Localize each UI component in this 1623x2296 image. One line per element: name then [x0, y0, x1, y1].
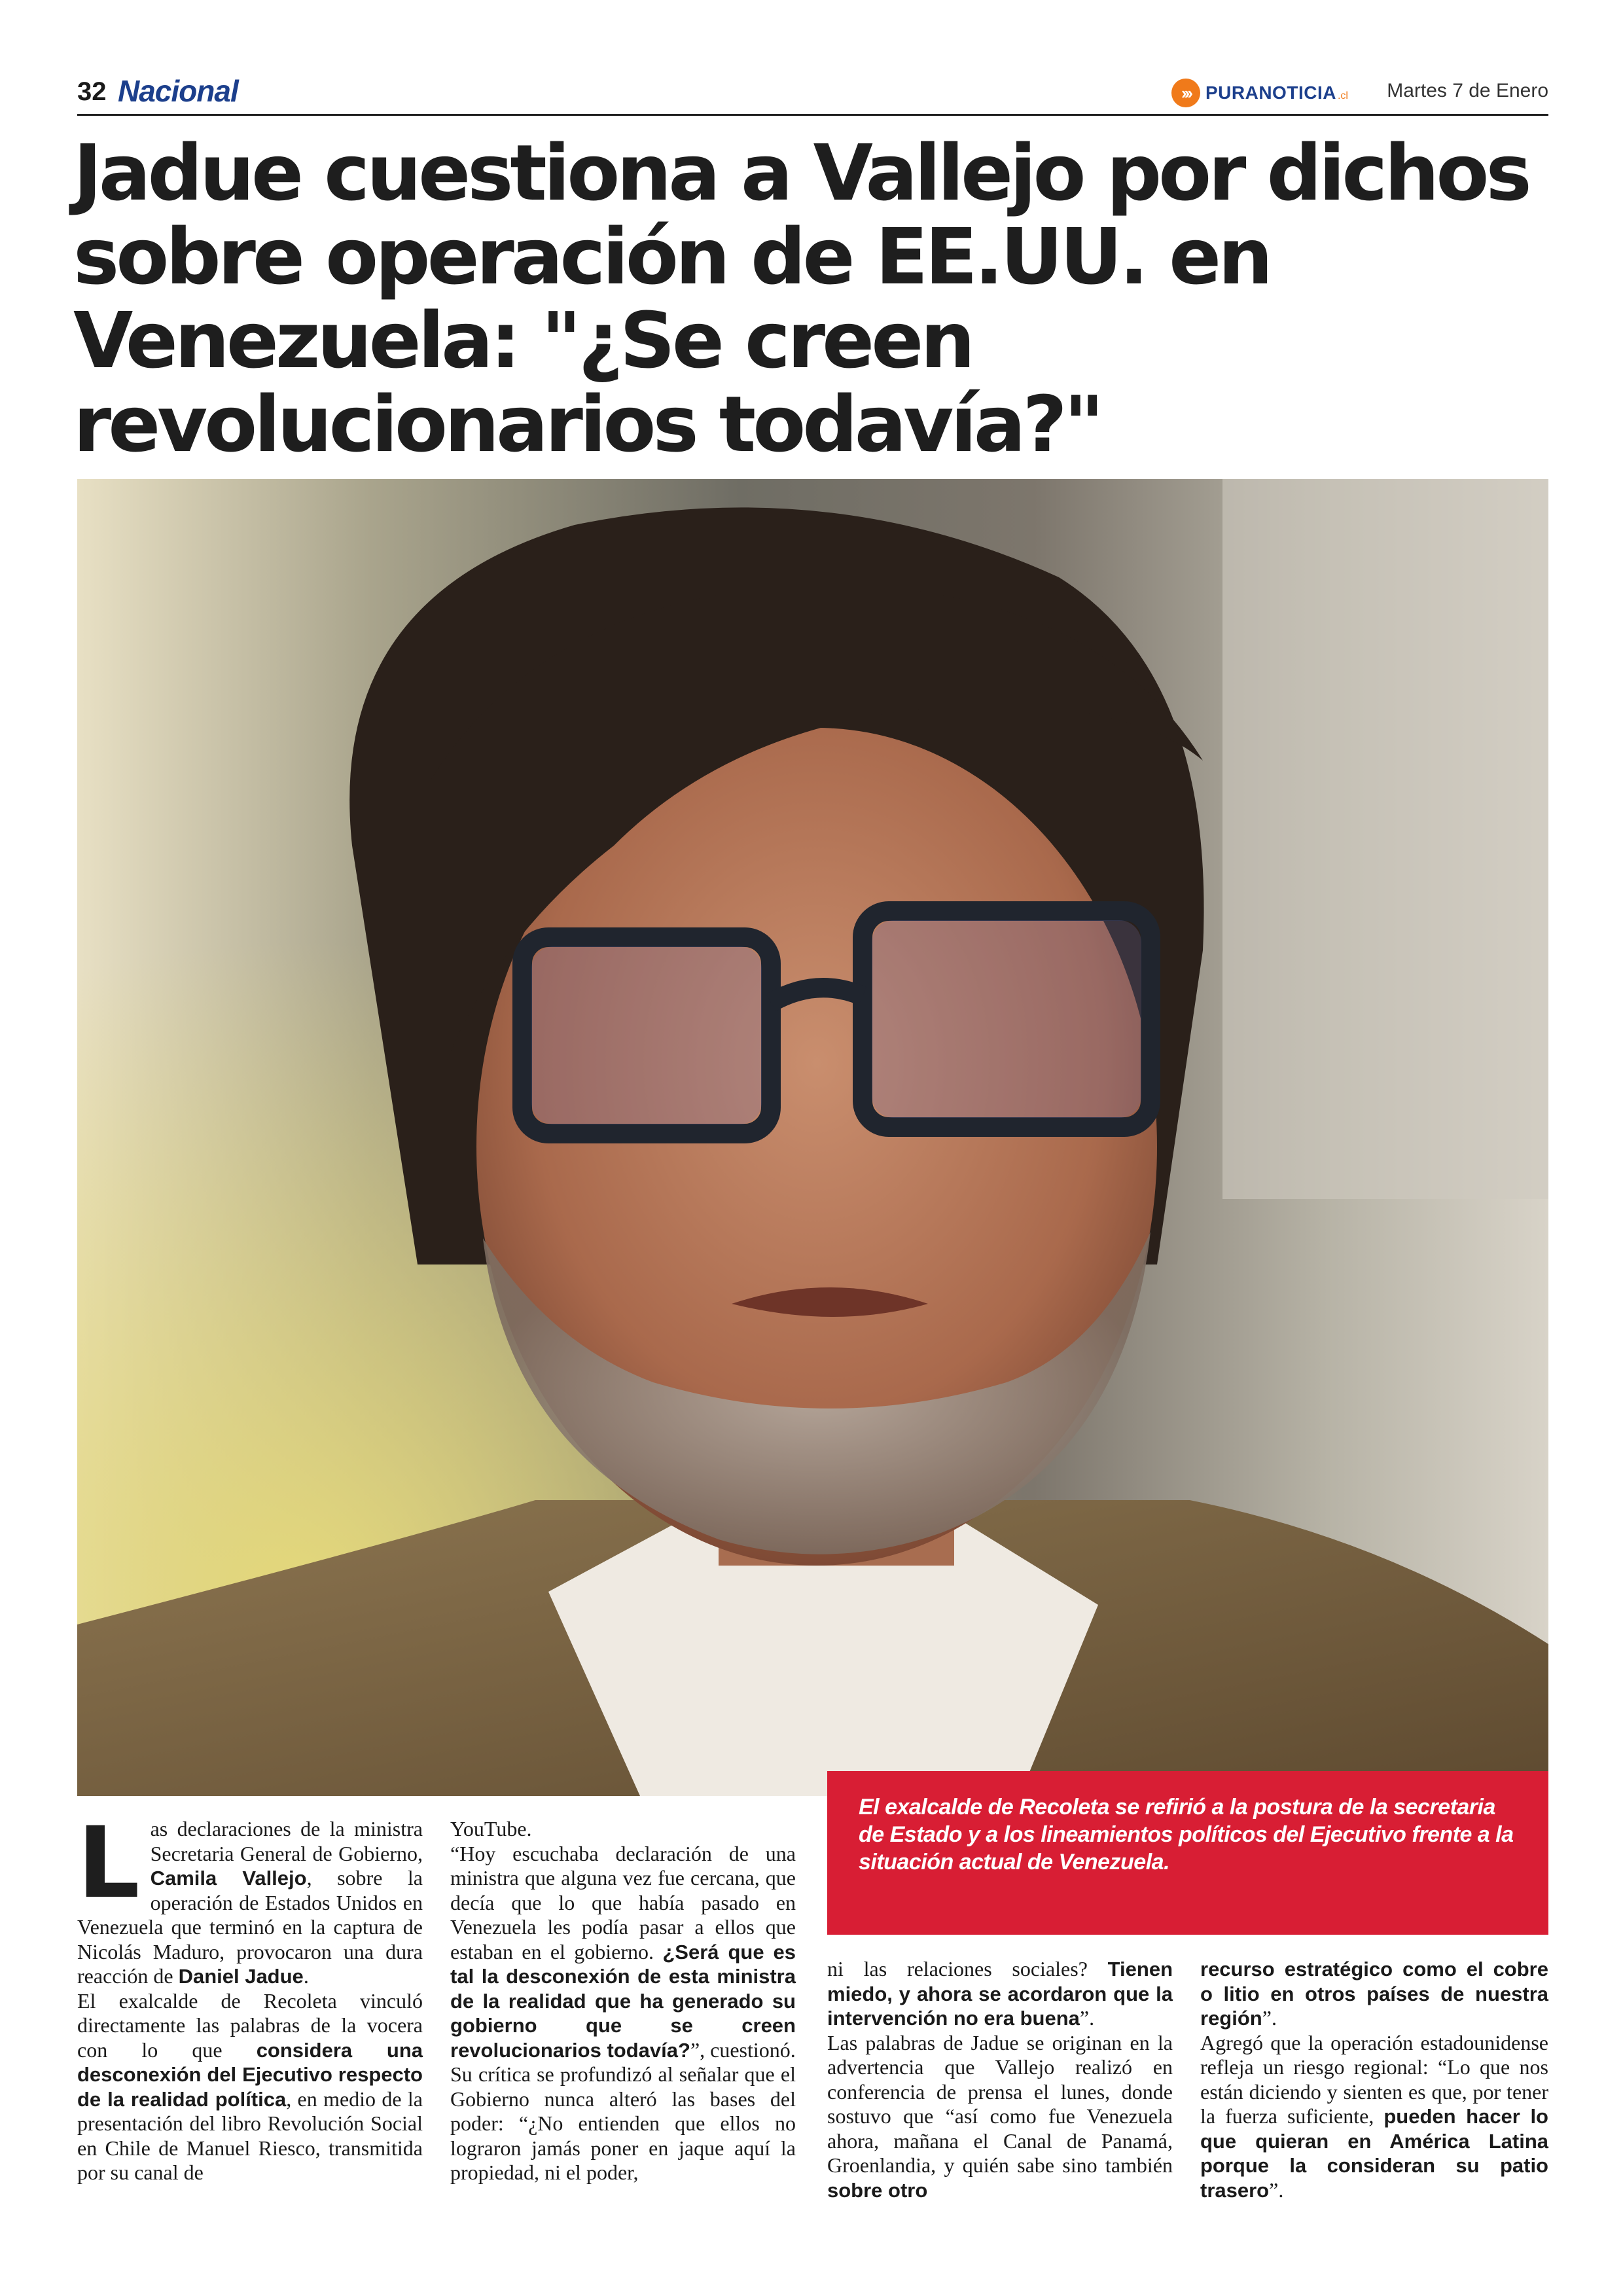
header-rule — [77, 114, 1548, 116]
text-run: as declaraciones de la ministra Secretaria General de Gobierno, — [150, 1817, 423, 1865]
text-run: “Hoy escuchaba declaración de una ministra que alguna vez fue cercana, que decía que lo que había pasado en Venezuela les podía pasar a ellos que estaban en el gobierno. — [450, 1841, 796, 1964]
article-photo — [77, 479, 1548, 1796]
paragraph — [450, 1817, 796, 1842]
text-run: YouTube. — [450, 1817, 532, 1840]
text-run: , en medio de la presentación del libro Revolución Social en Chile de Manuel Riesco, transmitida por su canal de — [77, 2087, 423, 2184]
brand-suffix: .cl — [1337, 90, 1348, 101]
bold-run: recurso estratégico como el cobre o litio en otros países de nuestra región — [1200, 1958, 1548, 2030]
text-run: Agregó que la operación estadounidense refleja un riesgo regional: “Lo que nos están diciendo y sienten es que, por tener la fuerza suficiente, — [1200, 2030, 1548, 2128]
drop-cap: L — [77, 1806, 140, 1920]
page-header — [77, 73, 1548, 115]
paragraph — [1200, 2031, 1548, 2203]
bold-run: Camila Vallejo — [150, 1867, 307, 1890]
text-run: Las palabras de Jadue se originan en la advertencia que Vallejo realizó en conferencia de prensa el lunes, donde sostuvo que “así como fue Venezuela ahora, mañana el Canal de Panamá, Groenlandia, y quién sabe sino también — [827, 2030, 1173, 2177]
text-run: ”. — [1079, 2006, 1095, 2030]
text-run: Su crítica se profundizó al señalar que el Gobierno nunca alteró las bases del poder: “¿No entienden que ellos no lograron jamás poner en jaque aquí la propiedad, ni el poder, — [450, 2062, 796, 2184]
bold-run: sobre otro — [827, 2178, 928, 2202]
text-run: . — [303, 1964, 309, 1988]
text-run: ”, cuestionó. — [690, 2037, 796, 2062]
brand-logo — [1171, 77, 1348, 109]
photo-caption: El exalcalde de Recoleta se refirió a la postura de la secretaria de Estado y a los lineamientos políticos del Ejecutivo frente a la situación actual de Venezuela. — [859, 1795, 1514, 1874]
article-column-1 — [77, 1806, 423, 2185]
paragraph — [77, 1989, 423, 2185]
section-name: Nacional — [118, 74, 238, 108]
bold-run: pueden hacer lo que quieran en América Latina porque la consideran su patio trasero — [1200, 2105, 1548, 2202]
paragraph — [450, 1842, 796, 2063]
text-run: El exalcalde de Recoleta vinculó directamente las palabras de la vocera con lo que — [77, 1988, 423, 2062]
bold-run: considera una desconexión del Ejecutivo respecto de la realidad política — [77, 2038, 423, 2111]
bold-run: Tienen miedo, y ahora se acordaron que la intervención no era buena — [827, 1958, 1173, 2030]
photo-caption-box — [827, 1771, 1548, 1935]
paragraph — [1200, 1957, 1548, 2031]
page-number: 32 — [77, 77, 107, 106]
text-run: ni las relaciones sociales? — [827, 1957, 1108, 1981]
paragraph — [827, 1957, 1173, 2031]
bold-run: Daniel Jadue — [178, 1965, 304, 1988]
text-run: ”. — [1262, 2006, 1277, 2030]
paragraph — [450, 2062, 796, 2185]
text-run: ”. — [1269, 2178, 1284, 2202]
brand-arrows-icon: ››› — [1171, 79, 1200, 107]
issue-date: Martes 7 de Enero — [1387, 80, 1548, 101]
portrait-illustration — [77, 479, 1548, 1796]
text-run: , sobre la operación de Estados Unidos en Venezuela que terminó en la captura de Nicolás Maduro, provocaron una dura reacción de — [77, 1866, 423, 1988]
paragraph — [77, 1806, 423, 1989]
paragraph — [827, 2031, 1173, 2203]
bold-run: ¿Será que es tal la desconexión de esta ministra de la realidad que ha generado su gobierno que se creen revolucionarios todavía? — [450, 1940, 796, 2062]
article-column-3 — [827, 1957, 1173, 2202]
headline: Jadue cuestiona a Vallejo por dichos sobre operación de EE.UU. en Venezuela: "¿Se creen revolucionarios todavía?" — [73, 128, 1529, 469]
brand-name: PURANOTICIA — [1205, 82, 1336, 103]
article-column-4 — [1200, 1957, 1548, 2202]
article-column-2 — [450, 1817, 796, 2185]
